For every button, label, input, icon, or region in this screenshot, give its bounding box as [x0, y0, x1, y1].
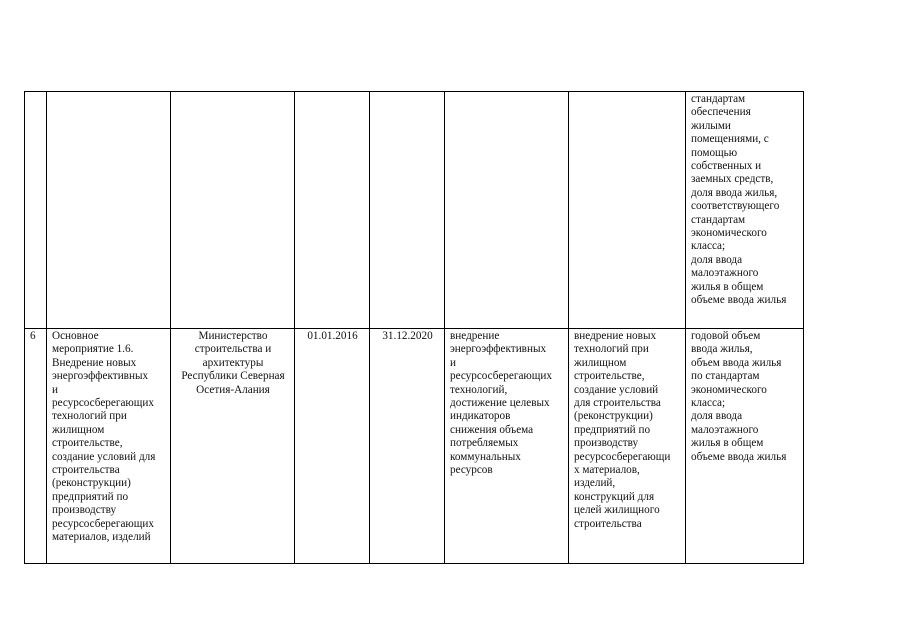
text-line: строительства [52, 464, 120, 477]
cell-executor [171, 329, 295, 564]
cell-name-empty [47, 92, 171, 329]
text-line: собственных и [691, 160, 762, 173]
text-line: ресурсосберегающих [52, 517, 154, 530]
text-line: мероприятие 1.6. [52, 343, 134, 356]
text-line: ресурсосберегающих [450, 370, 552, 383]
text-line: по стандартам [691, 370, 760, 383]
table-row-6 [25, 329, 804, 564]
text-line: класса; [691, 240, 726, 253]
text-line: доля ввода жилья, [691, 186, 778, 199]
text-line: ввода жилья, [691, 343, 753, 356]
text-line: стандартам [691, 213, 746, 226]
text-line: Внедрение новых [52, 356, 137, 369]
program-measures-table [24, 91, 804, 564]
text-line: технологий при [574, 343, 649, 356]
text-line: для строительства [574, 397, 661, 410]
text-line: энергоэффективных [450, 343, 547, 356]
text-line: снижения объема [450, 423, 534, 436]
text-line: технологий при [52, 410, 127, 423]
text-line: малоэтажного [691, 267, 759, 280]
text-line: целей жилищного [574, 504, 660, 517]
text-line: изделий, [574, 477, 616, 490]
text-line: малоэтажного [691, 423, 759, 436]
text-line: жилищном [52, 423, 105, 436]
cell-end-date: 31.12.2020 [370, 329, 445, 564]
text-line: помещениями, с [691, 133, 769, 146]
cell-indicators [686, 329, 804, 564]
text-line: годовой объем [691, 330, 761, 342]
cell-executor-empty [171, 92, 295, 329]
cell-end-date-empty [370, 92, 445, 329]
text-line: Основное [52, 330, 99, 342]
cell-start-date-empty [295, 92, 370, 329]
text-line: энергоэффективных [52, 370, 149, 383]
cell-number-empty [25, 92, 47, 329]
text-line: (реконструкции) [52, 477, 131, 490]
text-line: доля ввода [691, 253, 743, 266]
cell-expected-result [445, 329, 569, 564]
text-line: создание условий [574, 383, 659, 396]
text-line: ресурсов [450, 464, 493, 477]
text-line: жилья в общем [691, 280, 764, 293]
text-line: строительстве, [574, 370, 645, 383]
text-line: строительства [574, 517, 642, 530]
text-line: жилыми [691, 119, 731, 132]
text-line: создание условий для [52, 450, 156, 463]
text-line: конструкций для [574, 490, 655, 503]
text-line: экономического [691, 227, 767, 240]
text-line: обеспечения [691, 106, 751, 119]
text-line: ресурсосберегающи [574, 450, 671, 463]
text-line: объеме ввода жилья [691, 294, 787, 307]
text-line: соответствующего [691, 200, 780, 213]
text-line: внедрение [450, 330, 500, 342]
text-line: жилищном [574, 356, 627, 369]
text-line: материалов, изделий [52, 531, 151, 544]
text-line: достижение целевых [450, 397, 550, 410]
cell-result-empty [445, 92, 569, 329]
text-line: Осетия-Алания [196, 383, 270, 396]
text-line: экономического [691, 383, 767, 396]
cell-number: 6 [25, 329, 47, 564]
text-line: Республики Северная [181, 370, 285, 383]
text-line: и [450, 356, 456, 369]
text-line: предприятий по [52, 490, 129, 503]
text-line: заемных средств, [691, 173, 774, 186]
text-line: жилья в общем [691, 437, 764, 450]
cell-consequences-empty [569, 92, 686, 329]
text-line: (реконструкции) [574, 410, 653, 423]
text-line: объеме ввода жилья [691, 450, 787, 463]
text-line: коммунальных [450, 450, 521, 463]
text-line: производству [52, 504, 117, 517]
text-line: строительства и [194, 343, 272, 356]
text-line: ресурсосберегающих [52, 397, 154, 410]
text-line: объем ввода жилья [691, 356, 782, 369]
text-line: Министерство [198, 330, 268, 342]
cell-indicators-continued [686, 92, 804, 329]
cell-consequences [569, 329, 686, 564]
cell-measure-name [47, 329, 171, 564]
text-line: класса; [691, 397, 726, 410]
text-line: х материалов, [574, 464, 640, 477]
text-line: потребляемых [450, 437, 519, 450]
text-line: производству [574, 437, 639, 450]
text-line: доля ввода [691, 410, 743, 423]
text-line: технологий, [450, 383, 508, 396]
text-line: помощью [691, 146, 738, 159]
text-line: архитектуры [202, 356, 264, 369]
text-line: и [52, 383, 58, 396]
cell-start-date: 01.01.2016 [295, 329, 370, 564]
text-line: строительстве, [52, 437, 123, 450]
table-row-continuation [25, 92, 804, 329]
text-line: внедрение новых [574, 330, 657, 342]
text-line: предприятий по [574, 423, 651, 436]
text-line: стандартам [691, 93, 746, 105]
text-line: индикаторов [450, 410, 511, 423]
